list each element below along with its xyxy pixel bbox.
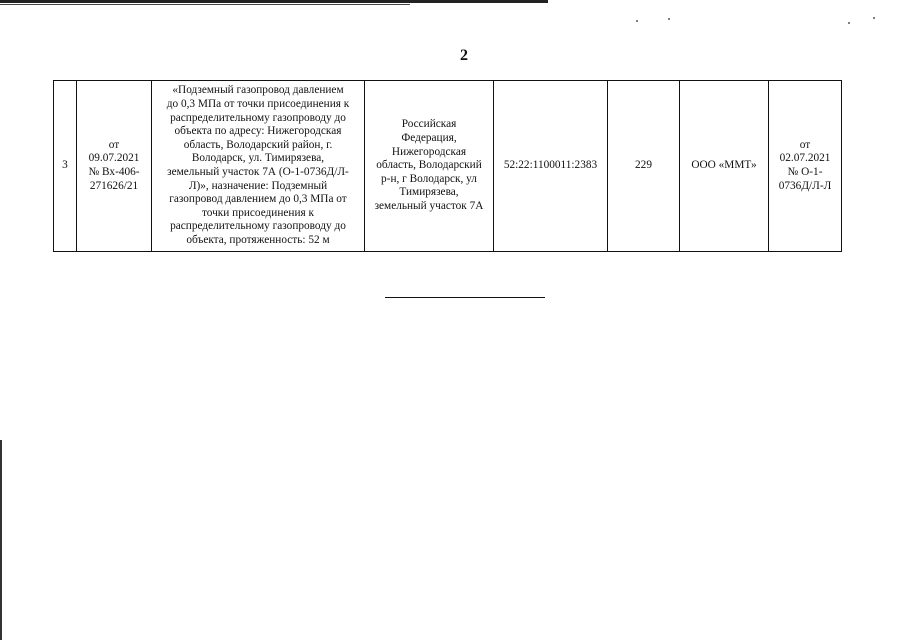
object-description-cell: «Подземный газопровод давлением до 0,3 МПа от точки присоединения к распределительному газопроводу до объекта по адресу: Нижегородская область, Володарский район, г. Володарск, ул. Тимирязева, земельный участок 7А (О-1-0736Д/Л- Л)», назначение: Подземный газопровод давлением до 0,3 МПа от точки присоединения к распределительному газопроводу до объекта, протяженность: 52 м bbox=[152, 81, 365, 252]
row-number-cell: 3 bbox=[54, 81, 77, 252]
scan-speck bbox=[668, 18, 670, 20]
scan-artifact-left-edge bbox=[0, 440, 2, 640]
cadastral-number-cell: 52:22:1100011:2383 bbox=[494, 81, 608, 252]
scan-artifact-top-line-thin bbox=[0, 4, 410, 5]
scan-speck bbox=[848, 22, 850, 24]
organization-cell: ООО «ММТ» bbox=[680, 81, 769, 252]
scan-speck bbox=[873, 17, 875, 19]
document-cell: от 02.07.2021 № О-1- 0736Д/Л-Л bbox=[769, 81, 842, 252]
closing-rule bbox=[385, 297, 545, 298]
request-date-cell: от 09.07.2021 № Вх-406- 271626/21 bbox=[77, 81, 152, 252]
table-row bbox=[54, 81, 842, 252]
scan-artifact-top-line bbox=[0, 0, 548, 3]
area-cell: 229 bbox=[608, 81, 680, 252]
scan-speck bbox=[636, 20, 638, 22]
page-number: 2 bbox=[460, 47, 468, 64]
registry-table bbox=[53, 80, 842, 252]
address-cell: Российская Федерация, Нижегородская область, Володарский р-н, г Володарск, ул Тимирязева, земельный участок 7А bbox=[365, 81, 494, 252]
